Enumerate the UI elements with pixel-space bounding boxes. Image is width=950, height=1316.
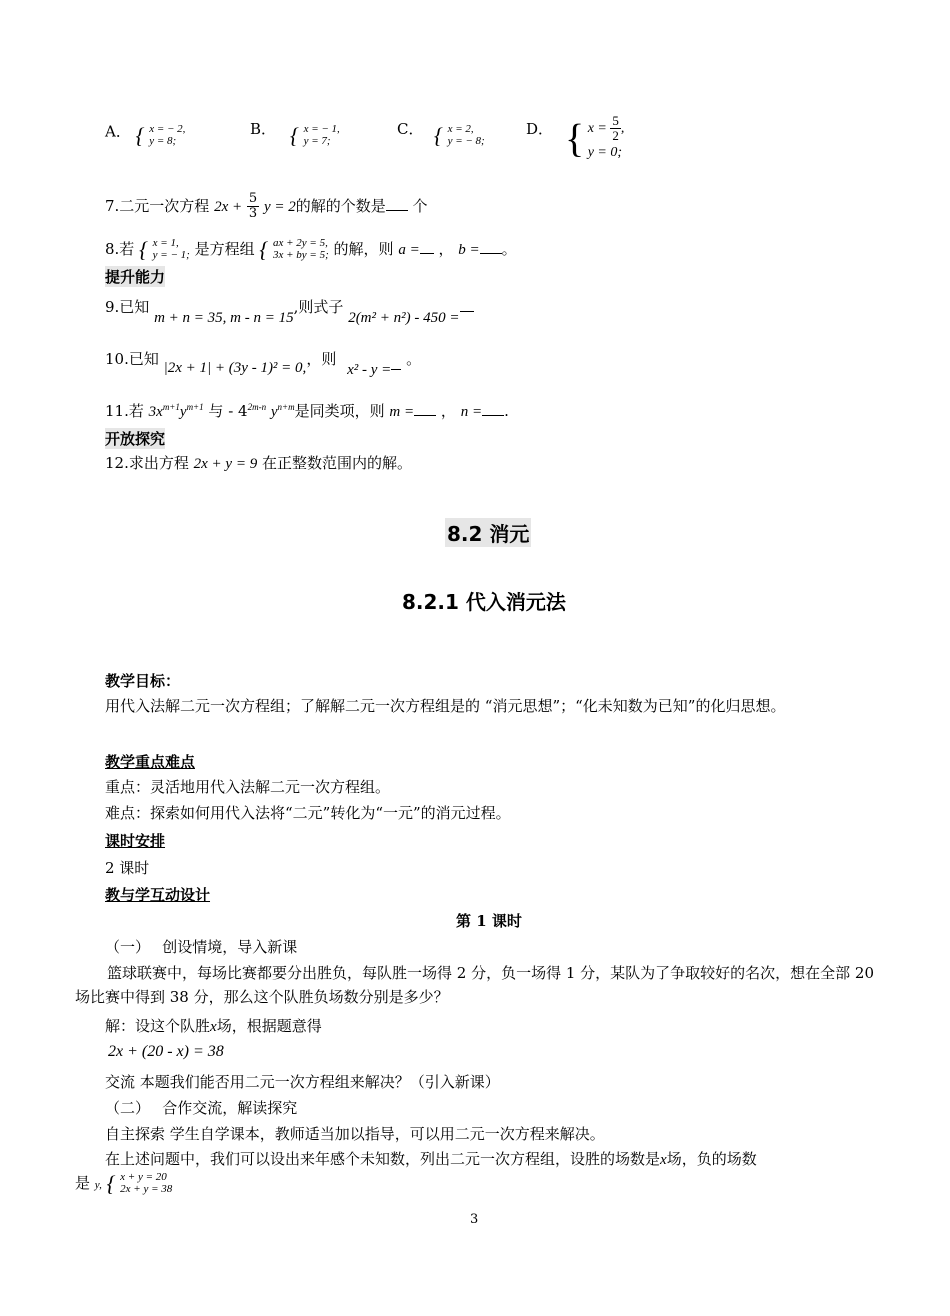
exchange-line: 交流 本题我们能否用二元一次方程组来解决？（引入新课） xyxy=(105,1073,500,1091)
key-title: 教学重点难点 xyxy=(105,753,196,771)
step-1: （一） 创设情境，导入新课 xyxy=(105,938,298,956)
time-title: 课时安排 xyxy=(105,832,166,850)
left-brace-icon: { xyxy=(434,123,443,148)
problem-text: 篮球联赛中，每场比赛都要分出胜负，每队胜一场得 2 分，负一场得 1 分，某队为了争取较好的名次，想在全部 20 场比赛中得到 38 分，那么这个队胜负场数分别是多少？ xyxy=(75,964,875,1006)
question-12: 12.求出方程 2x + y = 9 在正整数范围内的解。 xyxy=(105,454,412,472)
question-8: 8.若 { x = 1, y = − 1; 是方程组 { ax + 2y = 5, 3x + by = 5; 的解，则 a = ， b = 。 xyxy=(105,237,517,263)
answer-blank-b[interactable] xyxy=(480,239,502,254)
last-paragraph-line2: 是 y, { x + y = 20 2x + y = 38 xyxy=(75,1171,173,1197)
answer-blank-m[interactable] xyxy=(414,401,436,416)
design-title: 教与学互动设计 xyxy=(105,886,211,904)
question-9: 9.已知 m + n = 35, m - n = 15,则式子 2(m² + n²) - 450 = xyxy=(105,296,474,317)
q6-options xyxy=(105,118,185,147)
answer-blank-n[interactable] xyxy=(482,401,504,416)
goal-title: 教学目标： xyxy=(105,672,181,690)
answer-blank[interactable] xyxy=(386,196,408,211)
step-2: （二） 合作交流，解读探究 xyxy=(105,1099,298,1117)
question-11: 11.若 $3x^{m+1}y^{m+1}$ 与 - $4^{2m-n}$ $y^{n+m}$是同类项，则 m = ， n = . xyxy=(105,402,509,420)
lesson-title: 第 1 课时 xyxy=(456,912,522,930)
question-10: 10.已知 |2x + 1| + (3y - 1)² = 0,，则 x² - y = 。 xyxy=(105,350,422,378)
q8-solution-system: { x = 1, y = − 1; xyxy=(139,237,190,263)
self-study-line: 自主探索 学生自学课本，教师适当加以指导，可以用二元一次方程来解决。 xyxy=(105,1125,605,1143)
solution-line: 解：设这个队胜x场，根据题意得 xyxy=(105,1017,322,1035)
option-b xyxy=(250,118,276,139)
option-c-system: { x = 2, y = − 8; xyxy=(434,123,485,148)
option-b-system: { x = − 1, y = 7; xyxy=(290,123,340,148)
option-c-label: C． xyxy=(397,120,424,138)
last-paragraph-line1: 在上述问题中，我们可以设出来年感个未知数，列出二元一次方程组，设胜的场数是x场，负的场数 xyxy=(105,1150,757,1168)
left-brace-icon: { xyxy=(106,1171,116,1197)
answer-blank-a[interactable] xyxy=(420,239,434,254)
section-title-explore: 开放探究 xyxy=(105,430,166,448)
q8-equation-system: { ax + 2y = 5, 3x + by = 5; xyxy=(259,237,329,263)
answer-blank[interactable] xyxy=(460,297,474,312)
left-brace-icon: { xyxy=(290,123,299,148)
final-equation-system: { x + y = 20 2x + y = 38 xyxy=(106,1171,173,1197)
section-heading: 8.2.1 代入消元法 xyxy=(402,590,566,614)
option-d-label: D． xyxy=(526,120,554,138)
answer-blank[interactable] xyxy=(391,355,401,370)
option-d xyxy=(526,118,553,139)
option-d-system: { x = $\frac{5}{2}$ , y = 0; xyxy=(565,113,625,161)
option-a-system: { x = − 2, y = 8; xyxy=(135,123,186,148)
left-brace-icon: { xyxy=(139,237,148,263)
option-b-label: B． xyxy=(250,120,277,138)
section-title-improve: 提升能力 xyxy=(105,268,166,286)
chapter-heading: 8.2 消元 xyxy=(445,518,531,547)
page-number: 3 xyxy=(470,1212,479,1227)
left-brace-icon: { xyxy=(565,115,585,161)
left-brace-icon: { xyxy=(259,237,269,263)
time-text: 2 课时 xyxy=(105,859,150,877)
key-point: 重点：灵活地用代入法解二元一次方程组。 xyxy=(105,778,391,796)
left-brace-icon: { xyxy=(135,123,145,148)
goal-text: 用代入法解二元一次方程组；了解解二元一次方程组是的 “消元思想”；“化未知数为已知”的化归思想。 xyxy=(105,697,786,715)
question-7: 7.二元一次方程 2x + $\frac{5}{3}$ y = 2的解的个数是 个 xyxy=(105,191,428,222)
option-c xyxy=(397,118,423,139)
equation-line: 2x + (20 - x) = 38 xyxy=(108,1043,224,1060)
hard-point: 难点：探索如何用代入法将“二元”转化为“一元”的消元过程。 xyxy=(105,804,511,822)
option-a-label: A． xyxy=(105,122,131,141)
